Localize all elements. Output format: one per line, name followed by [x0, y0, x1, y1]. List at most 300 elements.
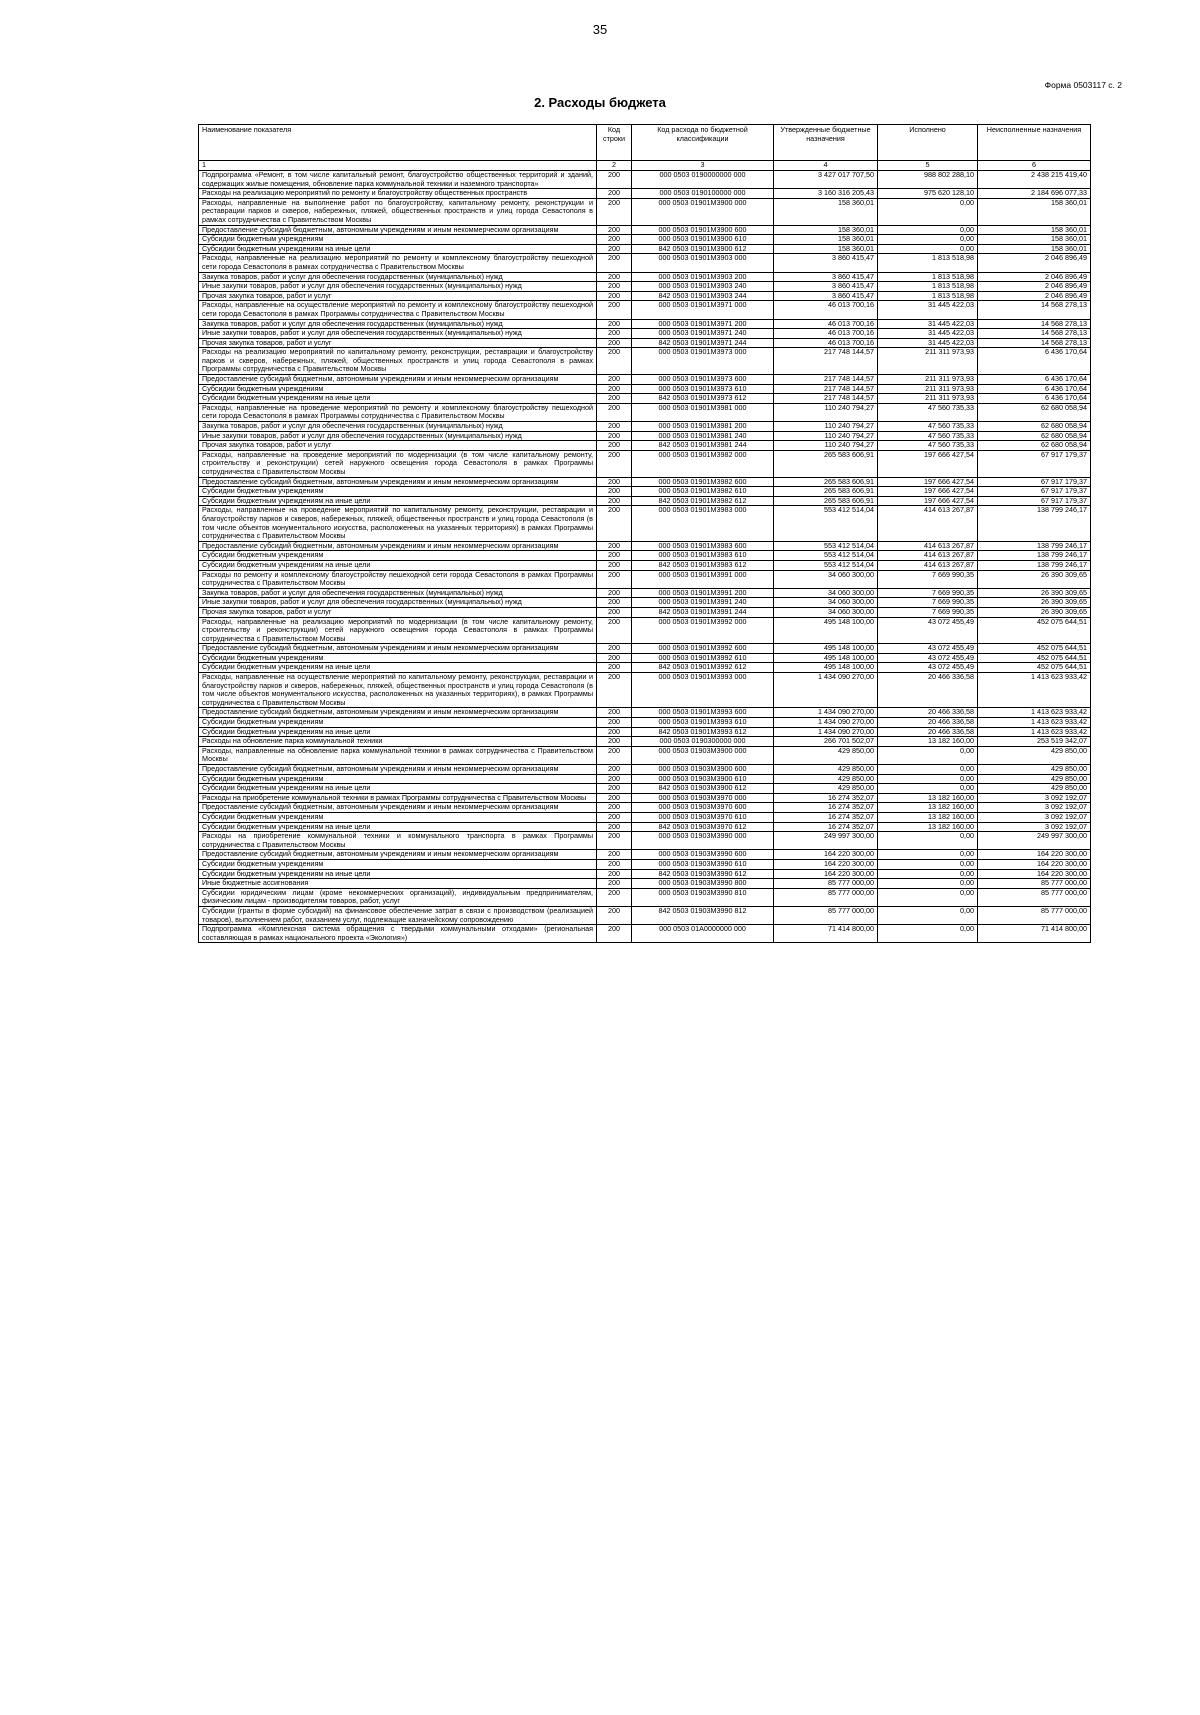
row-executed: 13 182 160,00 [878, 812, 978, 822]
row-line-code: 200 [597, 869, 632, 879]
table-row [199, 329, 1091, 339]
row-remaining: 6 436 170,64 [978, 394, 1091, 404]
row-executed: 0,00 [878, 879, 978, 889]
row-executed: 47 560 735,33 [878, 441, 978, 451]
row-classification-code: 000 0503 01903М3900 610 [632, 774, 774, 784]
page-number: 35 [592, 22, 608, 37]
row-line-code: 200 [597, 348, 632, 375]
row-line-code: 200 [597, 431, 632, 441]
row-classification-code: 000 0503 01901М3992 000 [632, 617, 774, 644]
row-executed: 211 311 973,93 [878, 384, 978, 394]
table-row [199, 541, 1091, 551]
row-approved: 3 860 415,47 [774, 254, 878, 272]
row-line-code: 200 [597, 673, 632, 708]
row-executed: 0,00 [878, 225, 978, 235]
row-remaining: 1 413 623 933,42 [978, 718, 1091, 728]
row-line-code: 200 [597, 394, 632, 404]
row-line-code: 200 [597, 859, 632, 869]
row-approved: 34 060 300,00 [774, 598, 878, 608]
table-row [199, 673, 1091, 708]
row-classification-code: 000 0503 01901М3903 240 [632, 282, 774, 292]
row-line-code: 200 [597, 832, 632, 850]
row-approved: 553 412 514,04 [774, 506, 878, 541]
row-approved: 3 860 415,47 [774, 291, 878, 301]
row-remaining: 26 390 309,65 [978, 588, 1091, 598]
row-line-code: 200 [597, 644, 632, 654]
expenses-table-wrapper [198, 124, 1091, 943]
row-executed: 1 813 518,98 [878, 254, 978, 272]
row-remaining: 2 438 215 419,40 [978, 171, 1091, 189]
row-remaining: 2 046 896,49 [978, 254, 1091, 272]
table-row [199, 812, 1091, 822]
row-name: Субсидии бюджетным учреждениям на иные цели [199, 869, 597, 879]
row-name: Расходы, направленные на реализацию мероприятий по ремонту и комплексному благоустройству пешеходной сети города Севастополя в рамках сотрудничества с Правительством Москвы [199, 254, 597, 272]
row-line-code: 200 [597, 171, 632, 189]
row-approved: 158 360,01 [774, 244, 878, 254]
row-executed: 414 613 267,87 [878, 560, 978, 570]
row-remaining: 62 680 058,94 [978, 441, 1091, 451]
row-executed: 20 466 336,58 [878, 727, 978, 737]
row-name: Субсидии бюджетным учреждениям на иные цели [199, 784, 597, 794]
row-approved: 495 148 100,00 [774, 644, 878, 654]
table-row [199, 607, 1091, 617]
table-row [199, 394, 1091, 404]
row-remaining: 158 360,01 [978, 244, 1091, 254]
row-remaining: 2 046 896,49 [978, 291, 1091, 301]
row-remaining: 67 917 179,37 [978, 477, 1091, 487]
row-remaining: 164 220 300,00 [978, 859, 1091, 869]
row-name: Субсидии бюджетным учреждениям на иные цели [199, 727, 597, 737]
row-executed: 0,00 [878, 244, 978, 254]
row-line-code: 200 [597, 477, 632, 487]
row-executed: 197 666 427,54 [878, 450, 978, 477]
row-line-code: 200 [597, 375, 632, 385]
row-line-code: 200 [597, 506, 632, 541]
row-line-code: 200 [597, 496, 632, 506]
table-row [199, 850, 1091, 860]
row-approved: 553 412 514,04 [774, 560, 878, 570]
row-classification-code: 000 0503 01901М3991 200 [632, 588, 774, 598]
row-line-code: 200 [597, 272, 632, 282]
row-remaining: 452 075 644,51 [978, 653, 1091, 663]
table-row [199, 718, 1091, 728]
row-classification-code: 000 0503 01901М3982 600 [632, 477, 774, 487]
table-row [199, 384, 1091, 394]
row-name: Субсидии бюджетным учреждениям [199, 235, 597, 245]
row-executed: 43 072 455,49 [878, 617, 978, 644]
row-classification-code: 000 0503 01901М3971 240 [632, 329, 774, 339]
table-row [199, 774, 1091, 784]
row-approved: 3 427 017 707,50 [774, 171, 878, 189]
row-classification-code: 000 0503 01903М3990 810 [632, 888, 774, 906]
row-name: Субсидии бюджетным учреждениям [199, 812, 597, 822]
row-name: Субсидии бюджетным учреждениям [199, 653, 597, 663]
row-remaining: 14 568 278,13 [978, 338, 1091, 348]
row-executed: 0,00 [878, 832, 978, 850]
row-line-code: 200 [597, 803, 632, 813]
row-classification-code: 000 0503 01903М3990 000 [632, 832, 774, 850]
header-executed: Исполнено [878, 125, 978, 161]
row-remaining: 67 917 179,37 [978, 450, 1091, 477]
row-executed: 0,00 [878, 198, 978, 225]
row-classification-code: 842 0503 01901М3971 244 [632, 338, 774, 348]
row-executed: 31 445 422,03 [878, 329, 978, 339]
column-number: 3 [632, 161, 774, 171]
row-line-code: 200 [597, 570, 632, 588]
row-line-code: 200 [597, 282, 632, 292]
table-row [199, 441, 1091, 451]
row-classification-code: 000 0503 01903М3970 610 [632, 812, 774, 822]
document-title: 2. Расходы бюджета [534, 95, 666, 110]
row-approved: 265 583 606,91 [774, 477, 878, 487]
row-executed: 20 466 336,58 [878, 708, 978, 718]
row-classification-code: 000 0503 01903М3900 000 [632, 746, 774, 764]
row-remaining: 62 680 058,94 [978, 431, 1091, 441]
row-line-code: 200 [597, 774, 632, 784]
row-name: Расходы по ремонту и комплексному благоустройству пешеходной сети города Севастополя в рамках Программы сотрудничества с Правительством Москвы [199, 570, 597, 588]
row-approved: 265 583 606,91 [774, 450, 878, 477]
row-executed: 20 466 336,58 [878, 718, 978, 728]
row-classification-code: 842 0503 01903М3990 812 [632, 906, 774, 924]
table-row [199, 598, 1091, 608]
row-approved: 553 412 514,04 [774, 541, 878, 551]
row-line-code: 200 [597, 198, 632, 225]
row-remaining: 164 220 300,00 [978, 869, 1091, 879]
row-classification-code: 000 0503 01903М3990 600 [632, 850, 774, 860]
row-name: Прочая закупка товаров, работ и услуг [199, 441, 597, 451]
row-approved: 46 013 700,16 [774, 319, 878, 329]
row-name: Расходы, направленные на обновление парка коммунальной техники в рамках сотрудничества с Правительством Москвы [199, 746, 597, 764]
row-executed: 1 813 518,98 [878, 291, 978, 301]
row-approved: 249 997 300,00 [774, 832, 878, 850]
row-approved: 3 860 415,47 [774, 272, 878, 282]
row-line-code: 200 [597, 598, 632, 608]
row-classification-code: 000 0503 01901М3983 600 [632, 541, 774, 551]
row-approved: 85 777 000,00 [774, 879, 878, 889]
row-line-code: 200 [597, 189, 632, 199]
row-approved: 46 013 700,16 [774, 338, 878, 348]
row-classification-code: 000 0503 01901М3983 000 [632, 506, 774, 541]
row-line-code: 200 [597, 254, 632, 272]
row-executed: 0,00 [878, 925, 978, 943]
row-line-code: 200 [597, 727, 632, 737]
row-approved: 34 060 300,00 [774, 570, 878, 588]
row-name: Закупка товаров, работ и услуг для обеспечения государственных (муниципальных) нужд [199, 319, 597, 329]
row-approved: 495 148 100,00 [774, 653, 878, 663]
table-row [199, 570, 1091, 588]
row-executed: 0,00 [878, 774, 978, 784]
row-remaining: 26 390 309,65 [978, 570, 1091, 588]
row-remaining: 3 092 192,07 [978, 793, 1091, 803]
row-classification-code: 000 0503 01901М3993 600 [632, 708, 774, 718]
row-executed: 13 182 160,00 [878, 803, 978, 813]
row-remaining: 429 850,00 [978, 774, 1091, 784]
row-name: Предоставление субсидий бюджетным, автономным учреждениям и иным некоммерческим организациям [199, 541, 597, 551]
table-body [199, 171, 1091, 943]
row-classification-code: 842 0503 01901М3992 612 [632, 663, 774, 673]
form-code: Форма 0503117 с. 2 [1044, 80, 1122, 90]
row-classification-code: 000 0503 01901М3903 200 [632, 272, 774, 282]
row-classification-code: 000 0503 01901М3971 200 [632, 319, 774, 329]
row-line-code: 200 [597, 541, 632, 551]
row-name: Иные бюджетные ассигнования [199, 879, 597, 889]
table-row [199, 338, 1091, 348]
row-classification-code: 000 0503 01901М3973 000 [632, 348, 774, 375]
row-executed: 47 560 735,33 [878, 431, 978, 441]
row-executed: 0,00 [878, 869, 978, 879]
row-remaining: 138 799 246,17 [978, 541, 1091, 551]
row-approved: 110 240 794,27 [774, 422, 878, 432]
table-row [199, 560, 1091, 570]
row-remaining: 158 360,01 [978, 198, 1091, 225]
row-remaining: 452 075 644,51 [978, 663, 1091, 673]
row-approved: 217 748 144,57 [774, 348, 878, 375]
row-approved: 34 060 300,00 [774, 588, 878, 598]
row-line-code: 200 [597, 718, 632, 728]
table-row [199, 925, 1091, 943]
row-approved: 16 274 352,07 [774, 793, 878, 803]
row-remaining: 85 777 000,00 [978, 906, 1091, 924]
row-line-code: 200 [597, 888, 632, 906]
row-approved: 16 274 352,07 [774, 803, 878, 813]
row-line-code: 200 [597, 441, 632, 451]
row-remaining: 26 390 309,65 [978, 607, 1091, 617]
row-approved: 217 748 144,57 [774, 394, 878, 404]
row-line-code: 200 [597, 301, 632, 319]
row-executed: 7 669 990,35 [878, 570, 978, 588]
table-row [199, 235, 1091, 245]
row-remaining: 138 799 246,17 [978, 506, 1091, 541]
row-name: Субсидии бюджетным учреждениям на иные цели [199, 822, 597, 832]
row-line-code: 200 [597, 319, 632, 329]
row-name: Расходы, направленные на проведение мероприятий по модернизации (в том числе капитальному ремонту, строительству и реконструкции) сетей наружного освещения города Севастополя в рамках Программы сотрудничества с Правительством Москвы [199, 450, 597, 477]
row-remaining: 164 220 300,00 [978, 850, 1091, 860]
row-name: Прочая закупка товаров, работ и услуг [199, 607, 597, 617]
row-name: Расходы, направленные на проведение мероприятий по ремонту и комплексному благоустройству пешеходной сети города Севастополя в рамках Программы сотрудничества с Правительством Москвы [199, 403, 597, 421]
row-executed: 13 182 160,00 [878, 793, 978, 803]
table-row [199, 551, 1091, 561]
row-classification-code: 000 0503 01901М3981 200 [632, 422, 774, 432]
table-row [199, 291, 1091, 301]
row-classification-code: 000 0503 01901М3982 000 [632, 450, 774, 477]
row-line-code: 200 [597, 746, 632, 764]
row-classification-code: 000 0503 01901М3982 610 [632, 487, 774, 497]
row-classification-code: 000 0503 01901М3900 000 [632, 198, 774, 225]
row-line-code: 200 [597, 812, 632, 822]
row-classification-code: 842 0503 01901М3981 244 [632, 441, 774, 451]
row-remaining: 62 680 058,94 [978, 403, 1091, 421]
row-line-code: 200 [597, 225, 632, 235]
row-executed: 0,00 [878, 235, 978, 245]
row-approved: 71 414 800,00 [774, 925, 878, 943]
row-classification-code: 000 0503 01901М3971 000 [632, 301, 774, 319]
row-executed: 7 669 990,35 [878, 598, 978, 608]
row-classification-code: 000 0503 01903М3990 800 [632, 879, 774, 889]
table-row [199, 746, 1091, 764]
row-approved: 1 434 090 270,00 [774, 727, 878, 737]
row-name: Расходы на обновление парка коммунальной техники [199, 737, 597, 747]
row-name: Расходы на реализацию мероприятий по ремонту и благоустройству общественных пространств [199, 189, 597, 199]
row-classification-code: 000 0503 01901М3992 600 [632, 644, 774, 654]
row-name: Предоставление субсидий бюджетным, автономным учреждениям и иным некоммерческим организациям [199, 644, 597, 654]
row-line-code: 200 [597, 329, 632, 339]
row-classification-code: 000 0503 01903М3900 600 [632, 765, 774, 775]
row-remaining: 14 568 278,13 [978, 319, 1091, 329]
row-line-code: 200 [597, 560, 632, 570]
column-number-row [199, 161, 1091, 171]
row-name: Прочая закупка товаров, работ и услуг [199, 338, 597, 348]
row-name: Иные закупки товаров, работ и услуг для обеспечения государственных (муниципальных) нужд [199, 329, 597, 339]
table-row [199, 450, 1091, 477]
table-row [199, 784, 1091, 794]
expenses-table [198, 124, 1091, 943]
row-line-code: 200 [597, 607, 632, 617]
row-executed: 975 620 128,10 [878, 189, 978, 199]
row-approved: 429 850,00 [774, 746, 878, 764]
table-row [199, 272, 1091, 282]
row-executed: 197 666 427,54 [878, 477, 978, 487]
row-classification-code: 842 0503 01901М3982 612 [632, 496, 774, 506]
row-name: Расходы на приобретение коммунальной техники и коммунального транспорта в рамках Программы сотрудничества с Правительством Москвы [199, 832, 597, 850]
row-name: Расходы, направленные на реализацию мероприятий по модернизации (в том числе капитальному ремонту, строительству и реконструкции) сетей наружного освещения города Севастополя в рамках Программы сотрудничества с Правительством Москвы [199, 617, 597, 644]
row-line-code: 200 [597, 925, 632, 943]
table-row [199, 431, 1091, 441]
row-remaining: 2 184 696 077,33 [978, 189, 1091, 199]
row-name: Расходы, направленные на осуществление мероприятий по капитальному ремонту, реконструкции, реставрации и благоустройству парков и скверов, набережных, пляжей, общественных пространств и улиц города Севастополя (в том числе объектов монументального искусства, расположенных на указанных территориях), в рамках Программы сотрудничества с Правительством Москвы [199, 673, 597, 708]
row-name: Субсидии бюджетным учреждениям [199, 487, 597, 497]
row-executed: 988 802 288,10 [878, 171, 978, 189]
table-row [199, 189, 1091, 199]
row-approved: 16 274 352,07 [774, 812, 878, 822]
table-row [199, 282, 1091, 292]
column-number: 1 [199, 161, 597, 171]
row-approved: 164 220 300,00 [774, 869, 878, 879]
table-row [199, 588, 1091, 598]
table-row [199, 375, 1091, 385]
table-row [199, 906, 1091, 924]
table-row [199, 496, 1091, 506]
row-remaining: 67 917 179,37 [978, 496, 1091, 506]
row-remaining: 14 568 278,13 [978, 329, 1091, 339]
header-line-code: Код строки [597, 125, 632, 161]
row-approved: 429 850,00 [774, 784, 878, 794]
table-row [199, 644, 1091, 654]
table-row [199, 869, 1091, 879]
row-line-code: 200 [597, 551, 632, 561]
row-classification-code: 000 0503 01903М3970 600 [632, 803, 774, 813]
row-classification-code: 000 0503 01901М3973 610 [632, 384, 774, 394]
row-name: Расходы, направленные на осуществление мероприятий по ремонту и комплексному благоустройству пешеходной сети города Севастополя в рамках Программы сотрудничества с Правительством Москвы [199, 301, 597, 319]
row-name: Субсидии бюджетным учреждениям [199, 718, 597, 728]
table-row [199, 244, 1091, 254]
row-classification-code: 000 0503 01903М3970 000 [632, 793, 774, 803]
row-line-code: 200 [597, 708, 632, 718]
row-classification-code: 842 0503 01901М3993 612 [632, 727, 774, 737]
row-classification-code: 000 0503 0190100000 000 [632, 189, 774, 199]
row-remaining: 2 046 896,49 [978, 282, 1091, 292]
row-name: Расходы, направленные на проведение мероприятий по капитальному ремонту, реконструкции, реставрации и благоустройству парков и скверов, набережных, пляжей, общественных пространств и улиц города Севастополя (в том числе объектов монументального искусства, расположенных на указанных территориях) в рамках Программы сотрудничества с Правительством Москвы [199, 506, 597, 541]
table-row [199, 727, 1091, 737]
row-name: Субсидии бюджетным учреждениям на иные цели [199, 394, 597, 404]
row-remaining: 138 799 246,17 [978, 551, 1091, 561]
row-name: Субсидии бюджетным учреждениям на иные цели [199, 560, 597, 570]
row-classification-code: 000 0503 01901М3981 240 [632, 431, 774, 441]
row-remaining: 158 360,01 [978, 235, 1091, 245]
row-classification-code: 000 0503 01901М3981 000 [632, 403, 774, 421]
row-line-code: 200 [597, 450, 632, 477]
row-line-code: 200 [597, 403, 632, 421]
row-executed: 13 182 160,00 [878, 737, 978, 747]
row-executed: 20 466 336,58 [878, 673, 978, 708]
row-remaining: 71 414 800,00 [978, 925, 1091, 943]
table-row [199, 822, 1091, 832]
row-name: Прочая закупка товаров, работ и услуг [199, 291, 597, 301]
row-name: Предоставление субсидий бюджетным, автономным учреждениям и иным некоммерческим организациям [199, 477, 597, 487]
table-row [199, 225, 1091, 235]
row-line-code: 200 [597, 906, 632, 924]
table-row [199, 301, 1091, 319]
row-approved: 3 860 415,47 [774, 282, 878, 292]
row-name: Субсидии (гранты в форме субсидий) на финансовое обеспечение затрат в связи с производством (реализацией товаров), выполнением работ, оказанием услуг, подлежащие казначейскому сопровождению [199, 906, 597, 924]
row-remaining: 26 390 309,65 [978, 598, 1091, 608]
row-name: Субсидии бюджетным учреждениям на иные цели [199, 244, 597, 254]
row-line-code: 200 [597, 737, 632, 747]
row-name: Субсидии бюджетным учреждениям [199, 551, 597, 561]
row-line-code: 200 [597, 822, 632, 832]
table-row [199, 254, 1091, 272]
row-remaining: 85 777 000,00 [978, 879, 1091, 889]
row-classification-code: 842 0503 01903М3970 612 [632, 822, 774, 832]
row-classification-code: 000 0503 01901М3903 000 [632, 254, 774, 272]
row-executed: 43 072 455,49 [878, 644, 978, 654]
table-row [199, 348, 1091, 375]
column-number: 2 [597, 161, 632, 171]
row-remaining: 429 850,00 [978, 784, 1091, 794]
row-remaining: 138 799 246,17 [978, 560, 1091, 570]
row-approved: 217 748 144,57 [774, 375, 878, 385]
table-row [199, 888, 1091, 906]
row-executed: 13 182 160,00 [878, 822, 978, 832]
table-row [199, 832, 1091, 850]
row-remaining: 1 413 623 933,42 [978, 708, 1091, 718]
row-classification-code: 000 0503 01901М3983 610 [632, 551, 774, 561]
row-line-code: 200 [597, 784, 632, 794]
row-executed: 0,00 [878, 765, 978, 775]
row-name: Иные закупки товаров, работ и услуг для обеспечения государственных (муниципальных) нужд [199, 598, 597, 608]
table-row [199, 663, 1091, 673]
row-name: Иные закупки товаров, работ и услуг для обеспечения государственных (муниципальных) нужд [199, 431, 597, 441]
row-approved: 158 360,01 [774, 225, 878, 235]
column-number: 6 [978, 161, 1091, 171]
row-remaining: 62 680 058,94 [978, 422, 1091, 432]
row-approved: 110 240 794,27 [774, 441, 878, 451]
row-line-code: 200 [597, 588, 632, 598]
row-name: Расходы на приобретение коммунальной техники в рамках Программы сотрудничества с Правительством Москвы [199, 793, 597, 803]
row-executed: 47 560 735,33 [878, 403, 978, 421]
row-name: Предоставление субсидий бюджетным, автономным учреждениям и иным некоммерческим организациям [199, 708, 597, 718]
row-approved: 85 777 000,00 [774, 888, 878, 906]
row-remaining: 3 092 192,07 [978, 812, 1091, 822]
table-row [199, 708, 1091, 718]
row-executed: 197 666 427,54 [878, 496, 978, 506]
row-approved: 158 360,01 [774, 198, 878, 225]
row-remaining: 3 092 192,07 [978, 822, 1091, 832]
table-row [199, 617, 1091, 644]
row-executed: 211 311 973,93 [878, 348, 978, 375]
row-line-code: 200 [597, 850, 632, 860]
row-classification-code: 842 0503 01901М3973 612 [632, 394, 774, 404]
row-classification-code: 842 0503 01901М3991 244 [632, 607, 774, 617]
